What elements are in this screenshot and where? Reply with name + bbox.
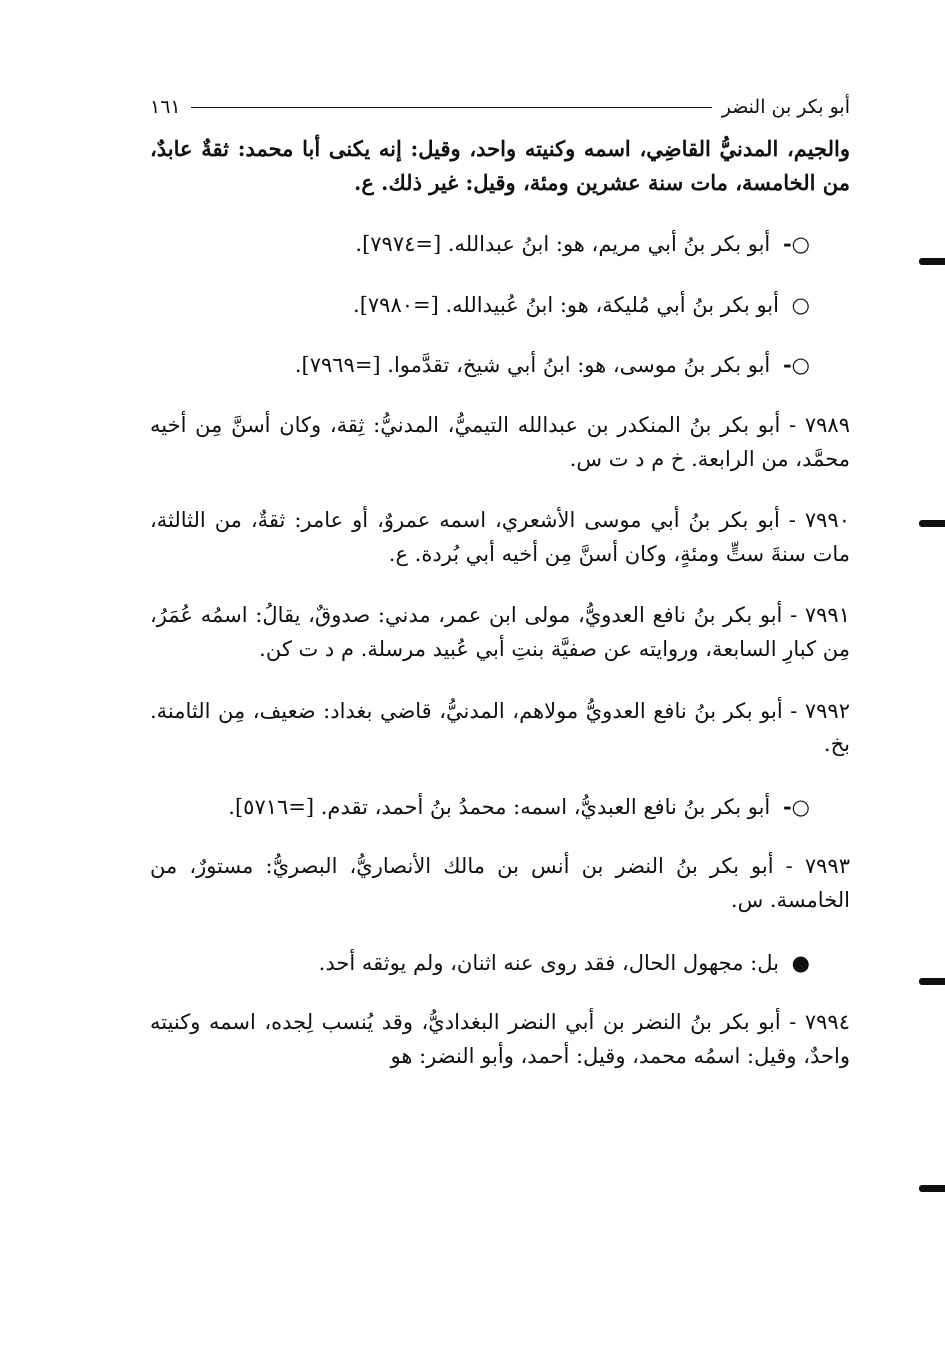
- circle-marker-icon: ○-: [782, 793, 810, 819]
- biography-entry-7989: ٧٩٨٩ - أبو بكر بنُ المنكدر بن عبدالله التيميُّ، المدنيُّ: ثِقة، وكان أسنَّ مِن أخيه محمَّد، من الرابعة. خ م د ت س.: [150, 412, 850, 471]
- page-edge-mark: [919, 1185, 945, 1192]
- header-title: أبو بكر بن النضر: [721, 96, 850, 118]
- biography-entry-7990: ٧٩٩٠ - أبو بكر بنُ أبي موسى الأشعري، اسمه عمروٌ، أو عامر: ثقةٌ، من الثالثة، مات سنةَ ستٍّ ومئةٍ، وكان أسنَّ مِن أخيه أبي بُردة. ع.: [150, 508, 850, 566]
- filled-circle-icon: ●: [791, 949, 810, 975]
- cross-reference-entry: [150, 227, 850, 262]
- header-rule: [191, 107, 712, 108]
- entry-text: أبو بكر بنُ أبي مُليكة، هو: ابنُ عُبيدالله. [=٧٩٨٠].: [353, 292, 779, 317]
- entry-text: أبو بكر بنُ موسى، هو: ابنُ أبي شيخ، تقدَّموا. [=٧٩٦٩].: [294, 353, 771, 378]
- page-edge-mark: [919, 978, 945, 985]
- biography-entry-7994: ٧٩٩٤ - أبو بكر بنُ النضر بن أبي النضر البغداديُّ، وقد يُنسب لِجده، اسمه وكنيته واحدٌ، وقيل: اسمُه محمد، وقيل: أحمد، وأبو النضر: هو: [150, 1010, 850, 1068]
- editor-note: [150, 946, 850, 981]
- biography-entry-7992: ٧٩٩٢ - أبو بكر بنُ نافع العدويُّ مولاهم، المدنيُّ، قاضي بغداد: ضعيف، مِن الثامنة. بخ.: [150, 698, 850, 757]
- running-header: [150, 92, 850, 122]
- circle-marker-icon: ○: [791, 291, 810, 317]
- entry-continuation: والجيم، المدنيُّ القاضِي، اسمه وكنيته واحد، وقيل: إنه يكنى أبا محمد: ثقةٌ عابدٌ، من الخامسة، مات سنة عشرين ومئة، وقيل: غير ذلك. ع.: [150, 136, 850, 195]
- entry-text: أبو بكر بنُ أبي مريم، هو: ابنُ عبدالله. [=٧٩٧٤].: [355, 232, 771, 257]
- biography-entry-7993: ٧٩٩٣ - أبو بكر بنُ النضر بن أنس بن مالك الأنصاريُّ، البصريُّ: مستورٌ، من الخامسة. س.: [150, 854, 850, 912]
- circle-marker-icon: ○-: [782, 352, 810, 378]
- page-number: ١٦١: [150, 96, 181, 118]
- circle-marker-icon: ○-: [782, 231, 810, 257]
- cross-reference-entry: [150, 288, 850, 323]
- cross-reference-entry: [150, 790, 850, 825]
- entry-text: أبو بكر بنُ نافع العبديُّ، اسمه: محمدُ بنُ أحمد، تقدم. [=٥٧١٦].: [228, 794, 771, 819]
- page-edge-mark: [919, 258, 945, 265]
- biography-entry-7991: ٧٩٩١ - أبو بكر بنُ نافع العدويُّ، مولى ابن عمر، مدني: صدوقٌ، يقالُ: اسمُه عُمَرُ، مِن كبارِ السابعة، وروايته عن صفيَّة بنتِ أبي عُبيد مرسلة. م د ت كن.: [150, 603, 850, 661]
- page-edge-mark: [919, 520, 945, 527]
- cross-reference-entry: [150, 348, 850, 383]
- page-body: [150, 132, 850, 1101]
- entry-text: بل: مجهول الحال، فقد روى عنه اثنان، ولم يوثقه أحد.: [318, 950, 779, 975]
